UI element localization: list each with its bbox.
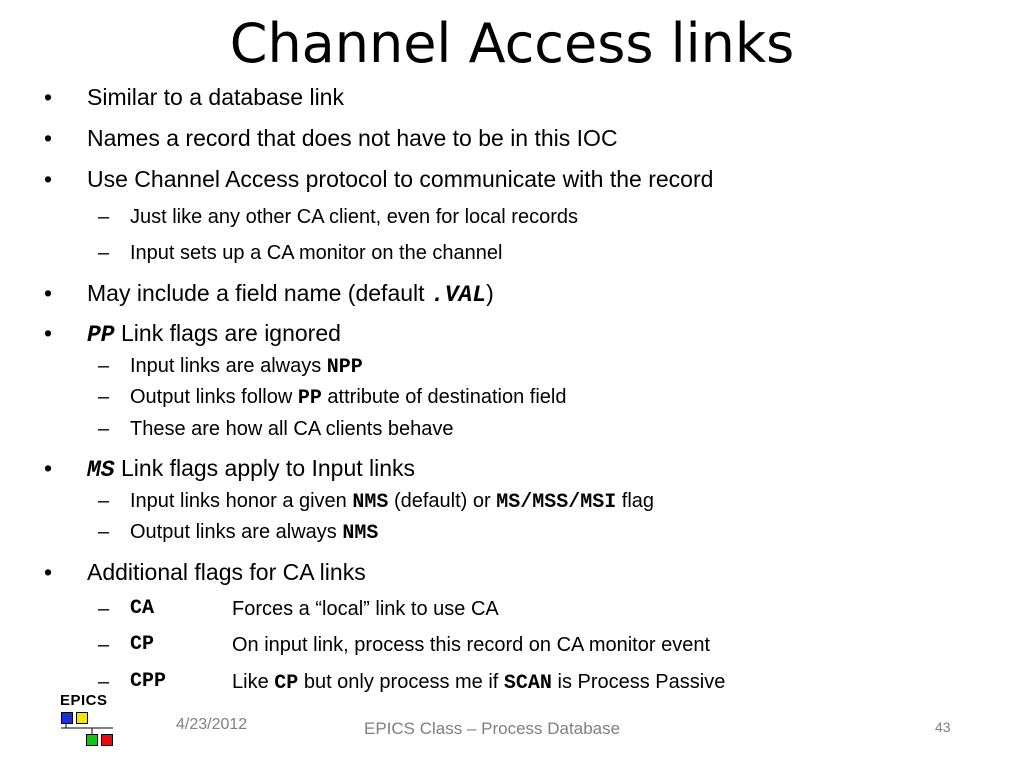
text-segment: May include a field name (default <box>87 280 431 306</box>
bullet-marker: • <box>44 166 53 192</box>
code-scan: SCAN <box>503 672 552 695</box>
sub-bullet-text: Just like any other CA client, even for local records <box>130 206 578 228</box>
text-segment: Input links honor a given <box>130 490 353 512</box>
dash-marker: – <box>98 671 110 693</box>
footer-title: EPICS Class – Process Database <box>364 719 621 738</box>
bullet-marker: • <box>44 280 53 306</box>
dash-marker: – <box>98 206 110 228</box>
text-segment: but only process me if <box>298 671 504 693</box>
dash-marker: – <box>98 634 110 656</box>
bullet-marker: • <box>44 455 53 481</box>
code-ms: MS <box>87 457 115 483</box>
bullet-text: Use Channel Access protocol to communicate with the record <box>87 166 714 192</box>
slide-title: Channel Access links <box>229 12 795 75</box>
code-nms: NMS <box>342 522 379 545</box>
text-segment: Output links follow <box>130 386 298 408</box>
bullet-text: Names a record that does not have to be in this IOC <box>87 125 618 151</box>
bullet-text: Similar to a database link <box>87 84 344 110</box>
sub-bullet-text <box>130 489 654 515</box>
dash-marker: – <box>98 418 110 440</box>
text-segment: Input links are always <box>130 355 327 377</box>
code-cp: CP <box>274 672 299 695</box>
logo-connector-lines <box>58 690 120 750</box>
flag-description: Forces a “local” link to use CA <box>232 598 499 620</box>
flag-code: CA <box>130 597 155 620</box>
page-number: 43 <box>935 719 951 735</box>
bullet-text: Additional flags for CA links <box>87 559 366 585</box>
sub-bullet-text <box>130 354 363 380</box>
flag-description <box>232 670 725 696</box>
bullet-text <box>87 279 494 309</box>
code-pp: PP <box>297 387 322 410</box>
dash-marker: – <box>98 355 110 377</box>
sub-bullet-text <box>130 385 566 411</box>
bullet-marker: • <box>44 320 53 346</box>
flag-description: On input link, process this record on CA monitor event <box>232 634 711 656</box>
dash-marker: – <box>98 242 110 264</box>
sub-bullet-text: Input sets up a CA monitor on the channel <box>130 242 503 264</box>
bullet-marker: • <box>44 559 53 585</box>
text-segment: attribute of destination field <box>321 386 567 408</box>
code-pp: PP <box>87 322 115 348</box>
text-segment: Link flags are ignored <box>114 320 341 346</box>
dash-marker: – <box>98 521 110 543</box>
bullet-marker: • <box>44 84 53 110</box>
sub-bullet-text <box>130 520 378 546</box>
flag-code: CPP <box>130 670 167 693</box>
logo-text: EPICS <box>60 692 108 709</box>
text-segment: flag <box>616 490 655 512</box>
code-ms-mss-msi: MS/MSS/MSI <box>496 491 617 514</box>
code-nms: NMS <box>352 491 389 514</box>
text-segment: Link flags apply to Input links <box>114 455 416 481</box>
text-segment: Output links are always <box>130 521 343 543</box>
text-segment: ) <box>486 280 494 306</box>
epics-logo <box>58 690 120 750</box>
text-segment: Like <box>232 671 275 693</box>
dash-marker: – <box>98 490 110 512</box>
text-segment: is Process Passive <box>551 671 726 693</box>
dash-marker: – <box>98 386 110 408</box>
text-segment: (default) or <box>388 490 497 512</box>
sub-bullet-text: These are how all CA clients behave <box>130 418 454 440</box>
flag-code: CP <box>130 633 155 656</box>
dash-marker: – <box>98 598 110 620</box>
bullet-text <box>87 454 415 484</box>
bullet-marker: • <box>44 125 53 151</box>
code-npp: NPP <box>326 356 363 379</box>
bullet-text <box>87 319 341 349</box>
code-val: .VAL <box>430 282 487 308</box>
footer-date: 4/23/2012 <box>176 716 248 733</box>
